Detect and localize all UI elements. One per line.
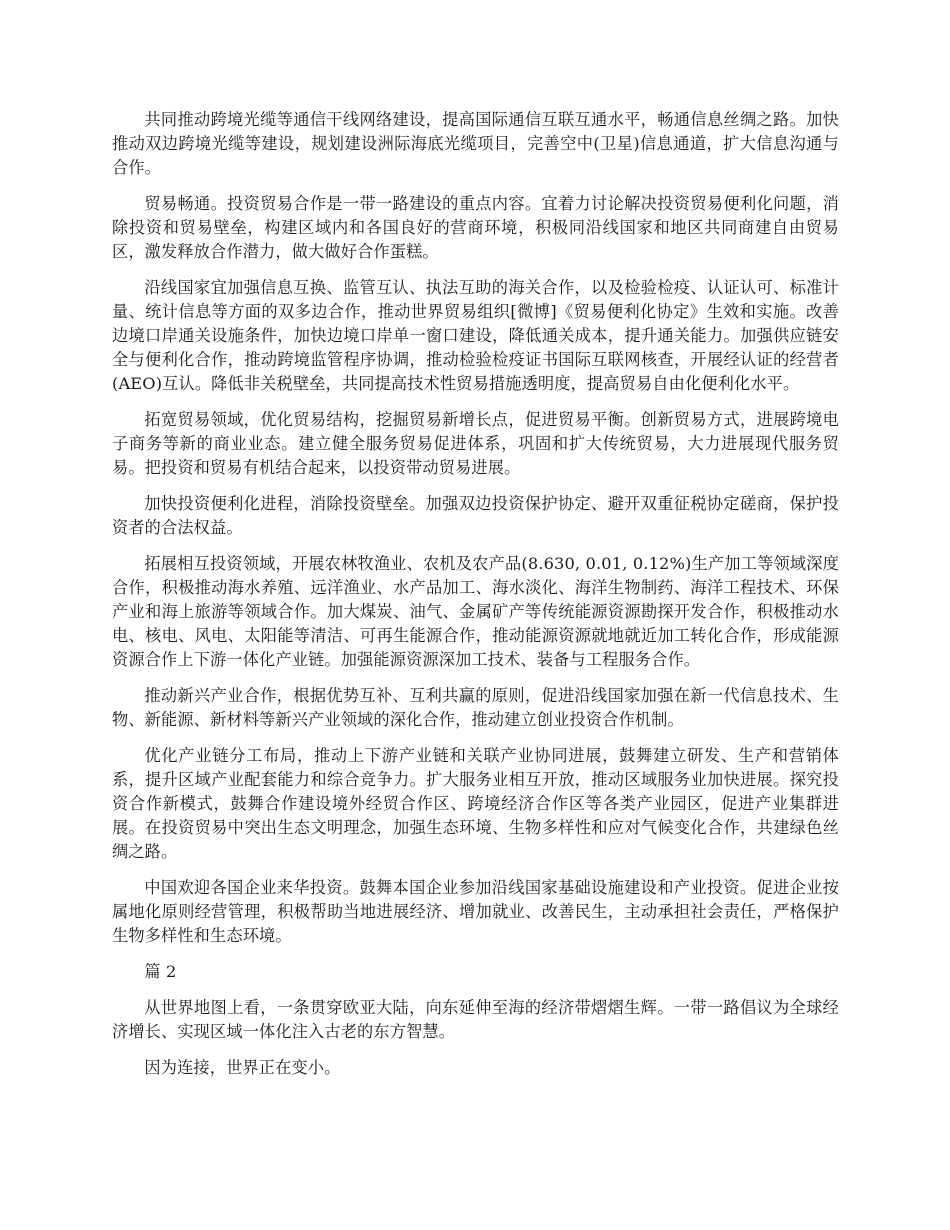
- document-body: [112, 108, 839, 1092]
- paragraph-trade-fields: 拓宽贸易领域，优化贸易结构，挖掘贸易新增长点，促进贸易平衡。创新贸易方式，进展跨境电子商务等新的商业业态。建立健全服务贸易促进体系，巩固和扩大传统贸易，大力进展现代服务贸易。把投资和贸易有机结合起来，以投资带动贸易进展。: [112, 410, 839, 477]
- paragraph-trade-facilitation: 贸易畅通。投资贸易合作是一带一路建设的重点内容。宜着力讨论解决投资贸易便利化问题，消除投资和贸易壁垒，构建区域内和各国良好的营商环境，积极同沿线国家和地区共同商建自由贸易区，激发释放合作潜力，做大做好合作蛋糕。: [112, 194, 839, 261]
- section-heading: 篇 2: [144, 962, 177, 981]
- paragraph-investment-facilitation: 加快投资便利化进程，消除投资壁垒。加强双边投资保护协定、避开双重征税协定磋商，保护投资者的合法权益。: [112, 494, 839, 537]
- paragraph-industry-chain: 优化产业链分工布局，推动上下游产业链和关联产业协同进展，鼓舞建立研发、生产和营销体系，提升区域产业配套能力和综合竞争力。扩大服务业相互开放，推动区域服务业加快进展。探究投资合作新模式，鼓舞合作建设境外经贸合作区、跨境经济合作区等各类产业园区，促进产业集群进展。在投资贸易中突出生态文明理念，加强生态环境、生物多样性和应对气候变化合作，共建绿色丝绸之路。: [112, 746, 839, 861]
- paragraph-investment-fields: 拓展相互投资领域，开展农林牧渔业、农机及农产品(8.630, 0.01, 0.12%)生产加工等领域深度合作，积极推动海水养殖、远洋渔业、水产品加工、海水淡化、海洋生物制药、海洋工程技术、环保产业和海上旅游等领域合作。加大煤炭、油气、金属矿产等传统能源资源勘探开发合作，积极推动水电、核电、风电、太阳能等清洁、可再生能源合作，推动能源资源就地就近加工转化合作，形成能源资源合作上下游一体化产业链。加强能源资源深加工技术、装备与工程服务合作。: [112, 554, 839, 669]
- paragraph-world-map: 从世界地图上看，一条贯穿欧亚大陆，向东延伸至海的经济带熠熠生辉。一带一路倡议为全球经济增长、实现区域一体化注入古老的东方智慧。: [112, 998, 839, 1041]
- paragraph-emerging-industries: 推动新兴产业合作，根据优势互补、互利共赢的原则，促进沿线国家加强在新一代信息技术、生物、新能源、新材料等新兴产业领域的深化合作，推动建立创业投资合作机制。: [112, 686, 839, 729]
- paragraph-customs-cooperation: 沿线国家宜加强信息互换、监管互认、执法互助的海关合作，以及检验检疫、认证认可、标准计量、统计信息等方面的双多边合作，推动世界贸易组织[微博]《贸易便利化协定》生效和实施。改善边境口岸通关设施条件，加快边境口岸单一窗口建设，降低通关成本，提升通关能力。加强供应链安全与便利化合作，推动跨境监管程序协调，推动检验检疫证书国际互联网核查，开展经认证的经营者(AEO)互认。降低非关税壁垒，共同提高技术性贸易措施透明度，提高贸易自由化便利化水平。: [112, 278, 839, 393]
- paragraph-telecom-network: 共同推动跨境光缆等通信干线网络建设，提高国际通信互联互通水平，畅通信息丝绸之路。加快推动双边跨境光缆等建设，规划建设洲际海底光缆项目，完善空中(卫星)信息通道，扩大信息沟通与合作。: [112, 110, 839, 177]
- paragraph-foreign-investment: 中国欢迎各国企业来华投资。鼓舞本国企业参加沿线国家基础设施建设和产业投资。促进企业按属地化原则经营管理，积极帮助当地进展经济、增加就业、改善民生，主动承担社会责任，严格保护生物多样性和生态环境。: [112, 878, 839, 945]
- paragraph-connection: 因为连接，世界正在变小。: [144, 1058, 341, 1077]
